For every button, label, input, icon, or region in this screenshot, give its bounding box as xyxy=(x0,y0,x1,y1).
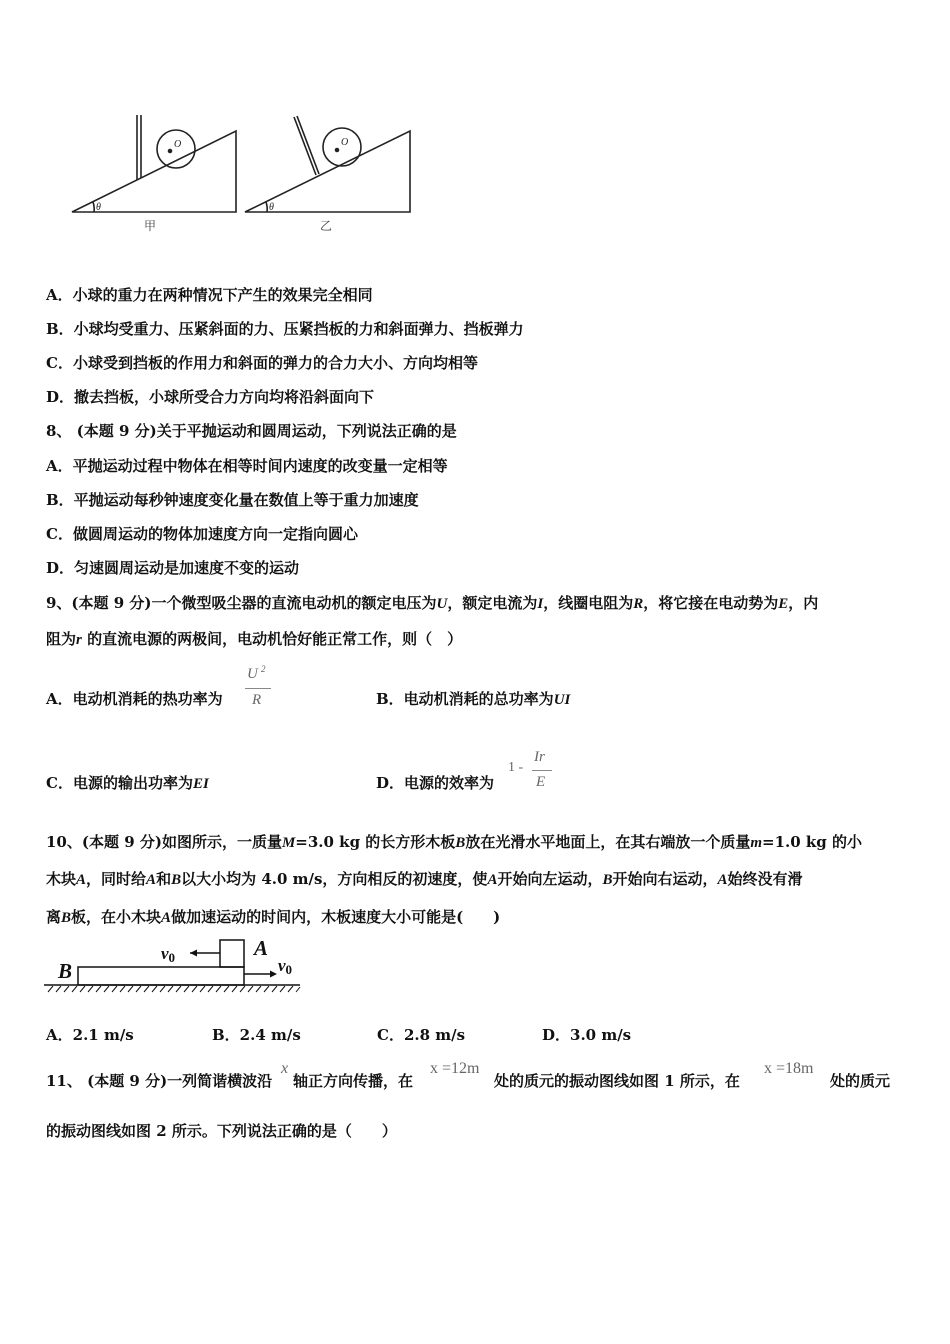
incline-jia-caption: 甲 xyxy=(144,219,157,233)
q11-x-axis-symbol: x xyxy=(281,1060,289,1077)
incline-yi-angle-label: θ xyxy=(269,202,274,213)
incline-yi-caption: 乙 xyxy=(320,219,333,233)
q11-expr-x12: x =12m xyxy=(430,1060,480,1077)
q10-stem-line3: 离B板，在小木块A做加速运动的时间内，木板速度大小可能是( ) xyxy=(46,908,501,926)
q10-option-d: D．3.0 m/s xyxy=(542,1026,632,1044)
q9-option-d-fraction: 1 - Ir E xyxy=(508,748,558,796)
v0-right-label: v0 xyxy=(278,956,293,977)
q7-option-b: B．小球均受重力、压紧斜面的力、压紧挡板的力和斜面弹力、挡板弹力 xyxy=(46,320,524,338)
q7-option-d: D．撤去挡板，小球所受合力方向均将沿斜面向下 xyxy=(46,388,375,406)
q7-option-c: C．小球受到挡板的作用力和斜面的弹力的合力大小、方向均相等 xyxy=(46,354,478,372)
block-a xyxy=(220,940,244,967)
q11-stem-part3: 处的质元的振动图线如图 1 所示，在 xyxy=(494,1072,740,1090)
v0-left-label: v0 xyxy=(161,944,176,965)
incline-yi xyxy=(245,116,410,212)
q11-stem-part2: 轴正方向传播，在 xyxy=(293,1072,414,1090)
block-a-label: A xyxy=(254,936,269,960)
q9-option-a-text: A．电动机消耗的热功率为 xyxy=(46,690,223,708)
incline-jia-center-label: O xyxy=(174,139,182,150)
q9-option-a-fraction: U 2 R xyxy=(245,664,273,716)
q9-option-b: B．电动机消耗的总功率为UI xyxy=(376,690,571,708)
q10-option-a: A．2.1 m/s xyxy=(46,1026,134,1044)
q7-option-a: A．小球的重力在两种情况下产生的效果完全相同 xyxy=(46,286,373,304)
q9-stem-line2: 阻为r 的直流电源的两极间，电动机恰好能正常工作，则（ ） xyxy=(46,630,463,648)
incline-yi-center-label: O xyxy=(341,137,349,148)
q10-stem-line1: 10、(本题 9 分)如图所示，一质量M=3.0 kg 的长方形木板B放在光滑水平地面上，在其右端放一个质量m=1.0 kg 的小 xyxy=(46,833,862,851)
q10-stem-line2: 木块A，同时给A和B以大小均为 4.0 m/s，方向相反的初速度，使A开始向左运动，B开始向右运动，A始终没有滑 xyxy=(46,870,803,888)
q11-stem-part1: 11、 (本题 9 分)一列简谐横波沿 xyxy=(46,1072,273,1090)
q9-option-d-text: D．电源的效率为 xyxy=(376,774,495,792)
board-b xyxy=(78,967,244,985)
board-block-figure xyxy=(44,936,304,996)
q9-stem-line1: 9、(本题 9 分)一个微型吸尘器的直流电动机的额定电压为U，额定电流为I，线圈电阻为R，将它接在电动势为E，内 xyxy=(46,594,819,612)
q8-option-d: D．匀速圆周运动是加速度不变的运动 xyxy=(46,559,300,577)
incline-jia-angle-label: θ xyxy=(96,202,101,213)
q8-option-b: B．平抛运动每秒钟速度变化量在数值上等于重力加速度 xyxy=(46,491,419,509)
incline-figure xyxy=(60,105,420,235)
incline-jia xyxy=(72,115,236,212)
q8-option-a: A．平抛运动过程中物体在相等时间内速度的改变量一定相等 xyxy=(46,457,448,475)
q10-option-b: B．2.4 m/s xyxy=(212,1026,301,1044)
q9-option-c: C．电源的输出功率为EI xyxy=(46,774,209,792)
q11-stem-line2: 的振动图线如图 2 所示。下列说法正确的是（ ） xyxy=(46,1122,397,1140)
q10-option-c: C．2.8 m/s xyxy=(377,1026,466,1044)
board-b-label: B xyxy=(58,959,73,983)
q8-option-c: C．做圆周运动的物体加速度方向一定指向圆心 xyxy=(46,525,358,543)
q8-stem: 8、 (本题 9 分)关于平抛运动和圆周运动，下列说法正确的是 xyxy=(46,422,457,440)
q11-stem-part4: 处的质元 xyxy=(830,1072,891,1090)
q11-expr-x18: x =18m xyxy=(764,1060,814,1077)
